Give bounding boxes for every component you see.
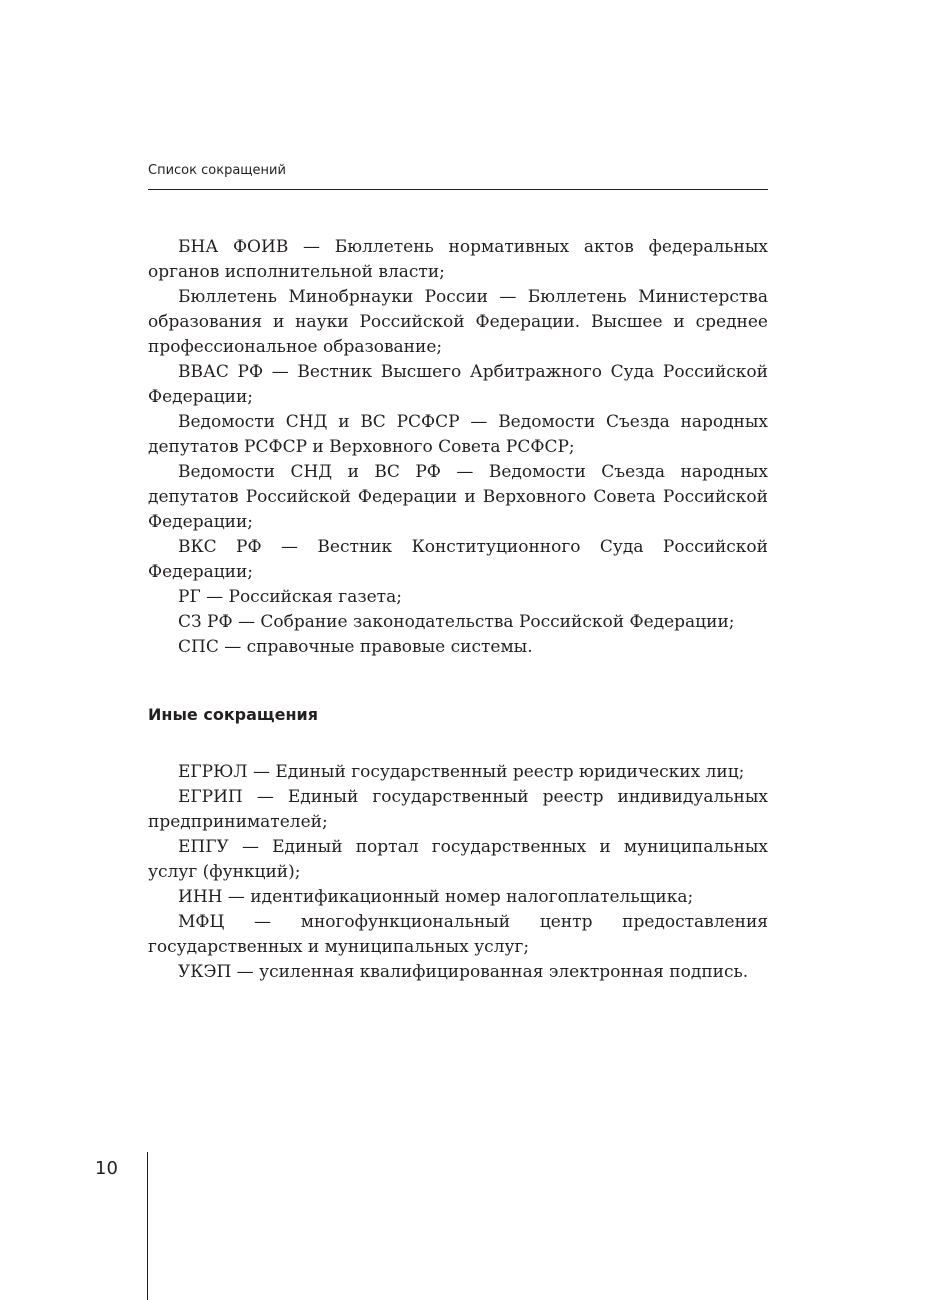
other-abbreviation-list — [148, 760, 768, 985]
abbreviation-entry: Бюллетень Минобрнауки России — Бюллетень Министерства образования и науки Российской Федерации. Высшее и среднее профессиональное образование; — [148, 287, 768, 357]
abbreviation-entry: ВКС РФ — Вестник Конституционного Суда Российской Федерации; — [148, 537, 768, 582]
abbreviation-entry: РГ — Российская газета; — [178, 587, 402, 607]
abbreviation-entry: ЕГРИП — Единый государственный реестр индивидуальных предпринимателей; — [148, 787, 768, 832]
abbreviation-entry: ЕГРЮЛ — Единый государственный реестр юридических лиц; — [178, 762, 745, 782]
abbreviation-entry: СПС — справочные правовые системы. — [178, 637, 533, 657]
page-number: 10 — [95, 1158, 118, 1179]
abbreviation-entry: СЗ РФ — Собрание законодательства Российской Федерации; — [178, 612, 735, 632]
abbreviation-entry: ИНН — идентификационный номер налогоплательщика; — [178, 887, 694, 907]
header-divider — [148, 189, 768, 190]
abbreviation-entry: Ведомости СНД и ВС РСФСР — Ведомости Съезда народных депутатов РСФСР и Верховного Совета РСФСР; — [148, 412, 768, 457]
sources-abbreviation-list — [148, 235, 768, 660]
abbreviation-entry: ЕПГУ — Единый портал государственных и муниципальных услуг (функций); — [148, 837, 768, 882]
abbreviation-entry: МФЦ — многофункциональный центр предоставления государственных и муниципальных услуг; — [148, 912, 768, 957]
running-head: Список сокращений — [148, 163, 286, 178]
section-heading-other: Иные сокращения — [148, 705, 318, 724]
abbreviation-entry: УКЭП — усиленная квалифицированная электронная подпись. — [178, 962, 749, 982]
abbreviation-entry: ВВАС РФ — Вестник Высшего Арбитражного Суда Российской Федерации; — [148, 362, 768, 407]
abbreviation-entry: БНА ФОИВ — Бюллетень нормативных актов федеральных органов исполнительной власти; — [148, 237, 768, 282]
abbreviation-entry: Ведомости СНД и ВС РФ — Ведомости Съезда народных депутатов Российской Федерации и Верховного Совета Российской Федерации; — [148, 462, 768, 532]
margin-rule — [147, 1152, 148, 1300]
